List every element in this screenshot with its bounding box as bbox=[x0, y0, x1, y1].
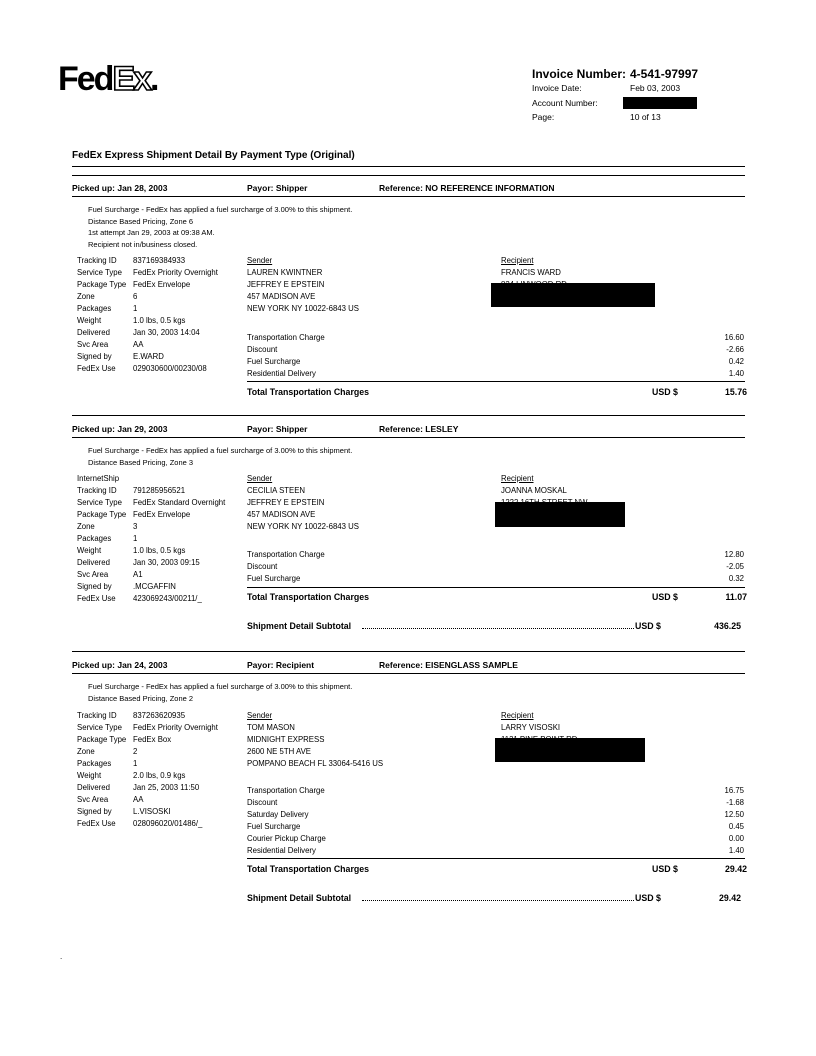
account-number-label: Account Number: bbox=[532, 98, 598, 108]
s1-weight: 1.0 lbs, 0.5 kgs bbox=[133, 316, 186, 325]
s3-recipient-line: LARRY VISOSKI bbox=[501, 723, 561, 732]
label-tracking-id: Tracking ID bbox=[77, 256, 117, 265]
s2-packages: 1 bbox=[133, 534, 138, 543]
s3-service-type: FedEx Priority Overnight bbox=[133, 723, 218, 732]
s1-charge-amounts bbox=[664, 332, 744, 380]
s1-packages: 1 bbox=[133, 304, 138, 313]
s1-picked-up: Picked up: Jan 28, 2003 bbox=[72, 183, 168, 193]
s3-weight: 2.0 lbs, 0.9 kgs bbox=[133, 771, 186, 780]
s3-subtotal-currency: USD $ bbox=[635, 893, 661, 903]
s2-total-amount: 11.07 bbox=[725, 592, 747, 602]
s2-top-rule bbox=[72, 415, 745, 416]
invoice-number: 4-541-97997 bbox=[630, 67, 699, 81]
label-weight: Weight bbox=[77, 771, 102, 780]
s2-subtotal-label: Shipment Detail Subtotal bbox=[247, 621, 352, 631]
page-title: FedEx Express Shipment Detail By Payment Type (Original) bbox=[72, 150, 355, 161]
label-tracking-id: Tracking ID bbox=[77, 486, 117, 495]
s3-charge-label: Fuel Surcharge bbox=[247, 822, 301, 831]
label-fedex-use: FedEx Use bbox=[77, 594, 116, 603]
s1-charge-label: Transportation Charge bbox=[247, 333, 325, 342]
s3-payor: Payor: Recipient bbox=[247, 660, 315, 670]
label-weight: Weight bbox=[77, 316, 102, 325]
label-signed-by: Signed by bbox=[77, 582, 112, 591]
s3-sender-line: TOM MASON bbox=[247, 723, 295, 732]
s2-zone: 3 bbox=[133, 522, 138, 531]
label-packages: Packages bbox=[77, 534, 112, 543]
s3-charge-amount: 12.50 bbox=[724, 810, 744, 819]
s2-sender-line: CECILIA STEEN bbox=[247, 486, 306, 495]
s3-charge-label: Saturday Delivery bbox=[247, 810, 309, 819]
s1-sender bbox=[247, 255, 359, 315]
s2-svc-area: A1 bbox=[133, 570, 143, 579]
s1-service-type: FedEx Priority Overnight bbox=[133, 268, 218, 277]
s2-charge-label: Fuel Surcharge bbox=[247, 574, 301, 583]
s1-sender-line: JEFFREY E EPSTEIN bbox=[247, 280, 325, 289]
s3-note: Fuel Surcharge - FedEx has applied a fuel surcharge of 3.00% to this shipment. bbox=[88, 682, 353, 691]
label-zone: Zone bbox=[77, 292, 95, 301]
s1-header-rule bbox=[72, 196, 745, 197]
label-zone: Zone bbox=[77, 522, 95, 531]
s3-field-values bbox=[133, 710, 218, 830]
s3-packages: 1 bbox=[133, 759, 138, 768]
s1-charge-label: Residential Delivery bbox=[247, 369, 316, 378]
label-fedex-use: FedEx Use bbox=[77, 819, 116, 828]
recipient-heading: Recipient bbox=[501, 711, 534, 720]
s3-header-rule bbox=[72, 673, 745, 674]
s2-service-type: FedEx Standard Overnight bbox=[133, 498, 226, 507]
s2-reference: Reference: LESLEY bbox=[379, 424, 459, 434]
sender-heading: Sender bbox=[247, 474, 273, 483]
s3-charge-amount: 1.40 bbox=[728, 846, 744, 855]
label-signed-by: Signed by bbox=[77, 807, 112, 816]
s3-charge-label: Transportation Charge bbox=[247, 786, 325, 795]
label-svc-area: Svc Area bbox=[77, 795, 109, 804]
s3-notes bbox=[88, 681, 352, 704]
s1-total-amount: 15.76 bbox=[724, 387, 747, 397]
s1-top-rule bbox=[72, 175, 745, 176]
s3-subtotal-leader bbox=[362, 900, 634, 901]
s3-charge-label: Residential Delivery bbox=[247, 846, 316, 855]
s3-field-labels bbox=[77, 710, 126, 830]
label-service-type: Service Type bbox=[77, 498, 122, 507]
s1-sender-line: LAUREN KWINTNER bbox=[247, 268, 323, 277]
s2-payor: Payor: Shipper bbox=[247, 424, 308, 434]
s3-sender-line: POMPANO BEACH FL 33064-5416 US bbox=[247, 759, 384, 768]
s1-zone: 6 bbox=[133, 292, 138, 301]
s2-charge-amount: 12.80 bbox=[724, 550, 744, 559]
s2-field-values bbox=[133, 485, 225, 605]
s1-note: 1st attempt Jan 29, 2003 at 09:38 AM. bbox=[88, 228, 215, 238]
s1-note: Recipient not in/business closed. bbox=[88, 240, 198, 250]
s1-reference: Reference: NO REFERENCE INFORMATION bbox=[379, 183, 555, 193]
label-delivered: Delivered bbox=[77, 328, 110, 337]
s1-total-rule bbox=[247, 381, 745, 382]
s1-sender-line: NEW YORK NY 10022-6843 US bbox=[247, 304, 359, 313]
s2-note: Fuel Surcharge - FedEx has applied a fuel surcharge of 3.00% to this shipment. bbox=[88, 446, 353, 455]
invoice-number-label: Invoice Number: bbox=[532, 67, 627, 81]
s3-total-amount: 29.42 bbox=[724, 864, 747, 874]
s1-notes bbox=[88, 204, 352, 251]
label-service-type: Service Type bbox=[77, 268, 122, 277]
label-signed-by: Signed by bbox=[77, 352, 112, 361]
s3-sender-line: 2600 NE 5TH AVE bbox=[247, 747, 311, 756]
s1-tracking-id: 837169384933 bbox=[133, 256, 186, 265]
s3-charge-amount: -1.68 bbox=[726, 798, 744, 807]
s2-package-type: FedEx Envelope bbox=[133, 510, 191, 519]
s1-fedex-use: 029030600/00230/08 bbox=[133, 364, 207, 373]
s2-delivered: Jan 30, 2003 09:15 bbox=[133, 558, 200, 567]
s1-charge-amount: 16.60 bbox=[724, 333, 744, 342]
s2-charge-amount: 0.32 bbox=[728, 574, 744, 583]
recipient-heading: Recipient bbox=[501, 474, 534, 483]
label-weight: Weight bbox=[77, 546, 102, 555]
label-fedex-use: FedEx Use bbox=[77, 364, 116, 373]
s2-notes bbox=[88, 445, 352, 468]
s2-charge-amount: -2.05 bbox=[726, 562, 744, 571]
s3-delivered: Jan 25, 2003 11:50 bbox=[133, 783, 200, 792]
s3-total-rule bbox=[247, 858, 745, 859]
s3-svc-area: AA bbox=[133, 795, 144, 804]
s1-charge-label: Fuel Surcharge bbox=[247, 357, 301, 366]
s2-sender-line: JEFFREY E EPSTEIN bbox=[247, 498, 325, 507]
s3-note: Distance Based Pricing, Zone 2 bbox=[88, 693, 194, 703]
s1-package-type: FedEx Envelope bbox=[133, 280, 191, 289]
s2-charge-labels bbox=[247, 549, 325, 585]
s2-total-rule bbox=[247, 587, 745, 588]
s1-signed-by: E.WARD bbox=[133, 352, 164, 361]
recipient-heading: Recipient bbox=[501, 256, 534, 265]
label-packages: Packages bbox=[77, 759, 112, 768]
s1-payor: Payor: Shipper bbox=[247, 183, 308, 193]
sender-heading: Sender bbox=[247, 256, 273, 265]
s1-field-labels bbox=[77, 255, 126, 375]
s3-charge-amounts bbox=[664, 785, 744, 857]
s2-subtotal-leader bbox=[362, 628, 634, 629]
s1-note: Fuel Surcharge - FedEx has applied a fuel surcharge of 3.00% to this shipment. bbox=[88, 205, 353, 214]
s3-picked-up: Picked up: Jan 24, 2003 bbox=[72, 660, 168, 670]
label-tracking-id: Tracking ID bbox=[77, 711, 117, 720]
s3-signed-by: L.VISOSKI bbox=[133, 807, 171, 816]
s2-subtotal-currency: USD $ bbox=[635, 621, 661, 631]
s2-weight: 1.0 lbs, 0.5 kgs bbox=[133, 546, 186, 555]
s2-note: Distance Based Pricing, Zone 3 bbox=[88, 457, 194, 467]
s3-reference: Reference: EISENGLASS SAMPLE bbox=[379, 660, 518, 670]
s1-recipient-line: FRANCIS WARD bbox=[501, 268, 561, 277]
s3-subtotal-amount: 29.42 bbox=[718, 893, 741, 903]
s2-subtotal-amount: 436.25 bbox=[714, 621, 741, 631]
s3-sender bbox=[247, 710, 383, 770]
s3-total-currency: USD $ bbox=[652, 864, 678, 874]
s1-charge-amount: 1.40 bbox=[728, 369, 744, 378]
s3-subtotal-label: Shipment Detail Subtotal bbox=[247, 893, 352, 903]
s3-recipient-redaction bbox=[495, 738, 645, 762]
fedex-logo bbox=[58, 58, 168, 98]
s3-charge-label: Courier Pickup Charge bbox=[247, 834, 326, 843]
s1-charge-labels bbox=[247, 332, 325, 380]
svg-text:FedEx.: FedEx. bbox=[58, 60, 158, 98]
account-number-redaction bbox=[623, 97, 697, 109]
s3-top-rule bbox=[72, 651, 745, 652]
label-package-type: Package Type bbox=[77, 735, 127, 744]
s2-recipient-redaction bbox=[495, 502, 625, 527]
s3-tracking-id: 837263620935 bbox=[133, 711, 186, 720]
s3-sender-line: MIDNIGHT EXPRESS bbox=[247, 735, 325, 744]
s1-charge-amount: -2.66 bbox=[726, 345, 744, 354]
s2-header-rule bbox=[72, 437, 745, 438]
s1-note: Distance Based Pricing, Zone 6 bbox=[88, 216, 194, 226]
s2-tracking-id: 791285956521 bbox=[133, 486, 186, 495]
s2-sender bbox=[247, 473, 359, 533]
label-packages: Packages bbox=[77, 304, 112, 313]
s1-charge-label: Discount bbox=[247, 345, 278, 354]
page-label: Page: bbox=[532, 112, 555, 122]
sender-heading: Sender bbox=[247, 711, 273, 720]
s3-package-type: FedEx Box bbox=[133, 735, 172, 744]
s1-field-values bbox=[133, 255, 218, 375]
s3-total-label: Total Transportation Charges bbox=[247, 864, 370, 874]
s3-charge-labels bbox=[247, 785, 326, 857]
s1-sender-line: 457 MADISON AVE bbox=[247, 292, 316, 301]
s2-charge-amounts bbox=[664, 549, 744, 585]
page-number: 10 of 13 bbox=[630, 112, 661, 122]
label-package-type: Package Type bbox=[77, 280, 127, 289]
s2-total-currency: USD $ bbox=[652, 592, 678, 602]
s2-charge-label: Discount bbox=[247, 562, 278, 571]
s2-signed-by: .MCGAFFIN bbox=[133, 582, 176, 591]
s2-field-labels bbox=[77, 473, 126, 605]
invoice-date-label: Invoice Date: bbox=[532, 83, 582, 93]
s1-charge-amount: 0.42 bbox=[728, 357, 744, 366]
label-delivered: Delivered bbox=[77, 558, 110, 567]
s3-zone: 2 bbox=[133, 747, 138, 756]
s3-charge-label: Discount bbox=[247, 798, 278, 807]
s2-total-label: Total Transportation Charges bbox=[247, 592, 370, 602]
s1-svc-area: AA bbox=[133, 340, 144, 349]
label-package-type: Package Type bbox=[77, 510, 127, 519]
s3-fedex-use: 028096020/01486/_ bbox=[133, 819, 203, 828]
s2-recipient-line: JOANNA MOSKAL bbox=[501, 486, 567, 495]
footer-mark: . bbox=[60, 952, 63, 961]
invoice-date: Feb 03, 2003 bbox=[630, 83, 681, 93]
title-rule bbox=[72, 166, 745, 167]
label-delivered: Delivered bbox=[77, 783, 110, 792]
s2-internetship: InternetShip bbox=[77, 474, 120, 483]
s3-charge-amount: 16.75 bbox=[724, 786, 744, 795]
s3-charge-amount: 0.45 bbox=[728, 822, 744, 831]
label-service-type: Service Type bbox=[77, 723, 122, 732]
s3-charge-amount: 0.00 bbox=[728, 834, 744, 843]
s1-total-label: Total Transportation Charges bbox=[247, 387, 370, 397]
label-zone: Zone bbox=[77, 747, 95, 756]
s2-fedex-use: 423069243/00211/_ bbox=[133, 594, 202, 603]
s2-sender-line: 457 MADISON AVE bbox=[247, 510, 316, 519]
s1-delivered: Jan 30, 2003 14:04 bbox=[133, 328, 200, 337]
label-svc-area: Svc Area bbox=[77, 340, 109, 349]
s2-sender-line: NEW YORK NY 10022-6843 US bbox=[247, 522, 359, 531]
label-svc-area: Svc Area bbox=[77, 570, 109, 579]
s2-picked-up: Picked up: Jan 29, 2003 bbox=[72, 424, 168, 434]
s2-charge-label: Transportation Charge bbox=[247, 550, 325, 559]
s1-total-currency: USD $ bbox=[652, 387, 678, 397]
s1-recipient-redaction bbox=[491, 283, 655, 307]
